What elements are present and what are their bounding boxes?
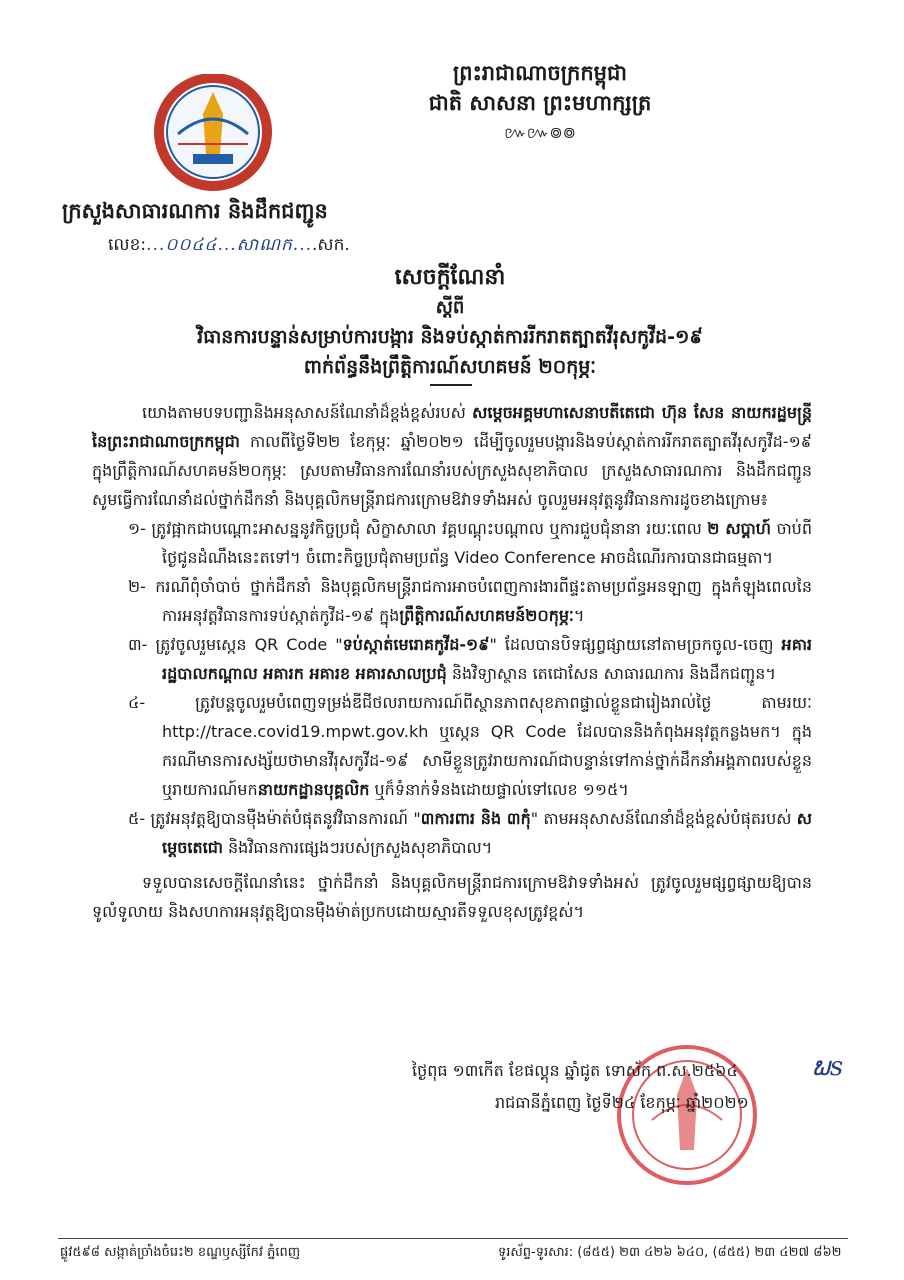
title-line-2: ស្តីពី xyxy=(435,297,465,318)
list-item: ២- ករណីពុំចាំបាច់ ថ្នាក់ដឹកនាំ និងបុគ្គលិកមន្ត្រីរាជការអាចបំពេញការងារពីផ្ទះតាមប្រព័ន្ធអនឡាញ ក្នុងកំឡុងពេលនៃការអនុវត្តវិធានការទប់ស្កាត់កូវីដ-១៩ ក្នុងព្រឹត្តិការណ៍សហគមន៍២០កុម្ភៈ។ xyxy=(128,577,812,625)
reference-prefix: លេខ: xyxy=(108,235,147,255)
header-block xyxy=(360,58,720,148)
title-divider xyxy=(430,384,472,386)
national-motto: ជាតិ សាសនា ព្រះមហាក្សត្រ xyxy=(428,91,652,115)
footer-phone: ទូរស័ព្ទ-ទូរសារ: (៨៥៥) ២៣ ៤២៦ ៦៤០, (៨៥៥) ២៣ ៤២៧ ៨៦២ xyxy=(498,1245,842,1260)
reference-number-handwritten: ...០០៤៤...សាណក... xyxy=(146,235,313,255)
intro-paragraph: យោងតាមបទបញ្ជានិងអនុសាសន៍ណែនាំដ៏ខ្ពង់ខ្ពស់របស់ សម្តេចអគ្គមហាសេនាបតីតេជោ ហ៊ុន សែន នាយករដ្ឋមន្ត្រី នៃព្រះរាជាណាចក្រកម្ពុជា កាលពីថ្ងៃទី២២ ខែកុម្ភៈ ឆ្នាំ២០២១ ដើម្បីចូលរួមបង្ការនិងទប់ស្កាត់ការរីករាតត្បាតវីរុសកូវីដ-១៩ ក្នុងព្រឹត្តិការណ៍សហគមន៍២០កុម្ភៈ ស្របតាមវិធានការណែនាំរបស់ក្រសួងសុខាភិបាល ក្រសួងសាធារណការ និងដឹកជញ្ជូន សូមធ្វើការណែនាំដល់ថ្នាក់ដឹកនាំ និងបុគ្គលិកមន្ត្រីរាជការក្រោមឱវាទទាំងអស់ ចូលរួមអនុវត្តនូវវិធានការដូចខាងក្រោម៖ xyxy=(92,403,812,509)
lunar-date: ថ្ងៃពុធ ១៣កើត ខែផល្គុន ឆ្នាំជូត ទោស័ក ព.ស.២៥៦៤ xyxy=(412,1061,738,1080)
solar-date: រាជធានីភ្នំពេញ ថ្ងៃទី២៤ ខែកុម្ភៈ ឆ្នាំ២០២១ xyxy=(495,1093,749,1112)
list-item: ៣- ត្រូវចូលរួមស្កេន QR Code "ទប់ស្កាត់មេរោគកូវីដ-១៩" ដែលបានបិទផ្សព្វផ្សាយនៅតាមច្រកចូល-ចេញ អគាររដ្ឋបាលកណ្តាល អគារក អគារខ អគារសាលប្រជុំ និងវិទ្យាស្ថាន តេជោសែន សាធារណការ និងដឹកជញ្ជូន។ xyxy=(128,635,812,683)
closing-paragraph: ទទួលបានសេចក្តីណែនាំនេះ ថ្នាក់ដឹកនាំ និងបុគ្គលិកមន្ត្រីរាជការក្រោមឱវាទទាំងអស់ ត្រូវចូលរួមផ្សព្វផ្សាយឱ្យបានទូលំទូលាយ និងសហការអនុវត្តឱ្យបានម៉ឺងម៉ាត់ប្រកបដោយស្មារតីទទួលខុសត្រូវខ្ពស់។ xyxy=(92,873,812,921)
ministry-seal-icon xyxy=(148,74,278,194)
list-item: ៥- ត្រូវអនុវត្តឱ្យបានម៉ឺងម៉ាត់បំផុតនូវវិធានការណ៍ "៣ការពារ និង ៣កុំ" តាមអនុសាសន៍ណែនាំដ៏ខ្ពង់ខ្ពស់បំផុតរបស់ សម្តេចតេជោ និងវិធានការផ្សេងៗរបស់ក្រសួងសុខាភិបាល។ xyxy=(128,809,813,857)
kingdom-title: ព្រះរាជាណាចក្រកម្ពុជា xyxy=(452,61,627,85)
title-line-3: វិធានការបន្ទាន់សម្រាប់ការបង្ការ និងទប់ស្កាត់ការរីករាតត្បាតវីរុសកូវីដ-១៩ xyxy=(197,326,703,348)
reference-number xyxy=(108,234,350,259)
list-item: ៤- ត្រូវបន្តចូលរួមបំពេញទម្រង់ឌីជីថលរាយការណ៍ពីស្ថានភាពសុខភាពផ្ទាល់ខ្លួនជារៀងរាល់ថ្ងៃ តាមរយៈ http://trace.covid19.mpwt.gov.kh ឬស្កេន QR Code ដែលបាននិងកំពុងអនុវត្តកន្លងមក។ ក្នុងករណីមានការសង្ស័យថាមានវីរុសកូវីដ-១៩ សាមីខ្លួនត្រូវរាយការណ៍ជាបន្ទាន់ទៅកាន់ថ្នាក់ដឹកនាំអង្គភាពរបស់ខ្លួន ឬរាយការណ៍មកនាយកដ្ឋានបុគ្គលិក ឬក៏ទំនាក់ទំនងដោយផ្ទាល់ទៅលេខ ១១៥។ xyxy=(128,693,812,799)
document-title xyxy=(100,262,800,382)
ministry-name: ក្រសួងសាធារណការ និងដឹកជញ្ជូន xyxy=(62,199,328,223)
document-body xyxy=(92,398,812,926)
footer-address: ផ្លូវ៥៩៨ សង្កាត់ច្រាំងចំរេះ២ ខណ្ឌឫស្សីកែវ ភ្នំពេញ xyxy=(60,1245,301,1260)
title-line-4: ពាក់ព័ន្ធនឹងព្រឹត្តិការណ៍សហគមន៍ ២០កុម្ភៈ xyxy=(303,356,597,378)
footer-divider xyxy=(58,1238,848,1239)
list-item: ១- ត្រូវផ្អាកជាបណ្តោះអាសន្ននូវកិច្ចប្រជុំ សិក្ខាសាលា វគ្គបណ្តុះបណ្តាល ឬការជួបជុំនានា រយៈពេល ២ សប្តាហ៍ ចាប់ពីថ្ងៃជូនដំណឹងនេះតទៅ។ ចំពោះកិច្ចប្រជុំតាមប្រព័ន្ធ Video Conference អាចដំណើរការបានជាធម្មតា។ xyxy=(128,519,812,567)
header-ornament: ៚៚៙៙ xyxy=(504,123,576,142)
title-line-1: សេចក្តីណែនាំ xyxy=(394,265,506,290)
reference-suffix: .សក. xyxy=(312,235,350,255)
signature-mark: ພs xyxy=(812,1052,844,1082)
